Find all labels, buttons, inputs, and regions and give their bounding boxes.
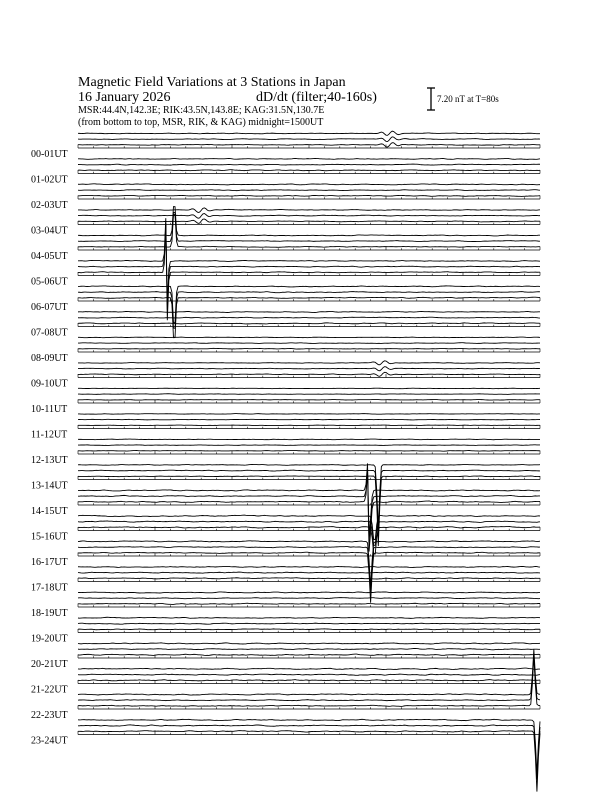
trace-RIK-10-11UT [78, 394, 540, 395]
trace-KAG-20-21UT [78, 643, 540, 644]
row-label-04-05UT: 04-05UT [31, 251, 68, 262]
hour-row-21-22UT [78, 668, 540, 683]
row-label-07-08UT: 07-08UT [31, 327, 68, 339]
trace-RIK-12-13UT [78, 445, 540, 446]
scale-bar-label: 7.20 nT at T=80s [437, 94, 499, 104]
scale-bar [427, 88, 499, 110]
hour-row-03-04UT [78, 208, 540, 225]
row-label-06-07UT: 06-07UT [31, 302, 68, 313]
trace-MSR-19-20UT [78, 629, 540, 630]
trace-MSR-14-15UT [78, 471, 540, 551]
trace-RIK-18-19UT [78, 598, 540, 599]
trace-MSR-04-05UT [78, 215, 540, 248]
trace-KAG-23-24UT [78, 719, 540, 774]
row-label-23-24UT: 23-24UT [31, 735, 68, 747]
row-label-22-23UT: 22-23UT [31, 710, 68, 721]
trace-RIK-01-02UT [78, 164, 540, 165]
hour-row-02-03UT [78, 184, 540, 199]
trace-RIK-20-21UT [78, 648, 540, 649]
row-label-11-12UT: 11-12UT [31, 429, 68, 441]
trace-RIK-17-18UT [78, 572, 540, 573]
hour-row-05-06UT [78, 218, 540, 320]
trace-MSR-18-19UT [78, 603, 540, 604]
trace-MSR-10-11UT [78, 400, 540, 401]
hour-row-16-17UT [78, 541, 540, 603]
trace-KAG-19-20UT [78, 617, 540, 618]
row-label-01-02UT: 01-02UT [31, 174, 68, 186]
trace-MSR-16-17UT [78, 552, 540, 603]
hour-row-23-24UT [78, 719, 540, 791]
row-label-17-18UT: 17-18UT [31, 582, 68, 594]
row-label-10-11UT: 10-11UT [31, 404, 68, 415]
row-label-09-10UT: 09-10UT [31, 378, 68, 390]
hour-row-04-05UT [78, 207, 540, 250]
trace-MSR-23-24UT [78, 731, 540, 792]
trace-RIK-03-04UT [78, 214, 540, 219]
row-label-03-04UT: 03-04UT [31, 225, 68, 237]
row-label-12-13UT: 12-13UT [31, 455, 68, 466]
hour-row-09-10UT [78, 361, 540, 378]
hour-row-20-21UT [78, 643, 540, 658]
chart-component: dD/dt (filter;40-160s) [256, 90, 377, 105]
hour-row-00-01UT [78, 131, 540, 148]
row-label-02-03UT: 02-03UT [31, 200, 68, 211]
trace-RIK-08-09UT [78, 343, 540, 344]
trace-MSR-21-22UT [78, 680, 540, 681]
trace-KAG-14-15UT [78, 463, 540, 535]
station-order-note: (from bottom to top, MSR, RIK, & KAG) midnight=1500UT [78, 117, 324, 128]
row-label-14-15UT: 14-15UT [31, 506, 68, 517]
trace-RIK-05-06UT [78, 223, 540, 309]
row-label-08-09UT: 08-09UT [31, 353, 68, 364]
hour-row-18-19UT [78, 592, 540, 607]
row-label-19-20UT: 19-20UT [31, 633, 68, 645]
trace-RIK-00-01UT [78, 137, 540, 142]
trace-KAG-11-12UT [78, 414, 540, 415]
trace-KAG-12-13UT [78, 439, 540, 440]
trace-KAG-18-19UT [78, 592, 540, 593]
hour-row-17-18UT [78, 566, 540, 581]
trace-RIK-11-12UT [78, 419, 540, 420]
trace-KAG-09-10UT [78, 361, 540, 365]
trace-RIK-21-22UT [78, 674, 540, 675]
trace-RIK-02-03UT [78, 190, 540, 191]
row-label-05-06UT: 05-06UT [31, 276, 68, 288]
hour-row-11-12UT [78, 414, 540, 429]
trace-KAG-06-07UT [78, 286, 540, 323]
trace-MSR-02-03UT [78, 195, 540, 196]
trace-MSR-12-13UT [78, 450, 540, 451]
trace-MSR-13-14UT [78, 476, 540, 546]
trace-KAG-10-11UT [78, 388, 540, 389]
trace-RIK-09-10UT [78, 367, 540, 371]
row-label-20-21UT: 20-21UT [31, 659, 68, 670]
trace-KAG-08-09UT [78, 337, 540, 338]
row-label-16-17UT: 16-17UT [31, 557, 68, 568]
trace-MSR-05-06UT [78, 224, 540, 320]
trace-KAG-02-03UT [78, 184, 540, 185]
trace-MSR-08-09UT [78, 348, 540, 349]
trace-MSR-01-02UT [78, 170, 540, 171]
hour-row-12-13UT [78, 439, 540, 454]
chart-date: 16 January 2026 [78, 90, 171, 105]
hour-row-07-08UT [78, 311, 540, 326]
hour-row-01-02UT [78, 158, 540, 173]
row-label-21-22UT: 21-22UT [31, 684, 68, 696]
trace-MSR-11-12UT [78, 425, 540, 426]
trace-KAG-01-02UT [78, 158, 540, 159]
trace-RIK-04-05UT [78, 212, 540, 241]
hour-row-08-09UT [78, 337, 540, 352]
trace-KAG-03-04UT [78, 208, 540, 213]
hour-row-15-16UT [78, 515, 540, 554]
row-label-00-01UT: 00-01UT [31, 149, 68, 160]
row-label-13-14UT: 13-14UT [31, 480, 68, 492]
hour-row-19-20UT [78, 617, 540, 632]
trace-KAG-17-18UT [78, 566, 540, 567]
trace-area [78, 131, 540, 791]
row-labels [31, 149, 68, 747]
hour-row-10-11UT [78, 388, 540, 403]
trace-MSR-07-08UT [78, 323, 540, 324]
trace-RIK-06-07UT [78, 292, 540, 329]
row-label-15-16UT: 15-16UT [31, 531, 68, 543]
trace-KAG-00-01UT [78, 131, 540, 135]
trace-KAG-07-08UT [78, 311, 540, 312]
trace-RIK-07-08UT [78, 317, 540, 318]
trace-RIK-19-20UT [78, 623, 540, 624]
chart-title: Magnetic Field Variations at 3 Stations in Japan [78, 75, 346, 90]
station-coordinates: MSR:44.4N,142.3E; RIK:43.5N,143.8E; KAG:31.5N,130.7E [78, 105, 325, 116]
row-label-18-19UT: 18-19UT [31, 608, 68, 619]
trace-KAG-21-22UT [78, 668, 540, 669]
